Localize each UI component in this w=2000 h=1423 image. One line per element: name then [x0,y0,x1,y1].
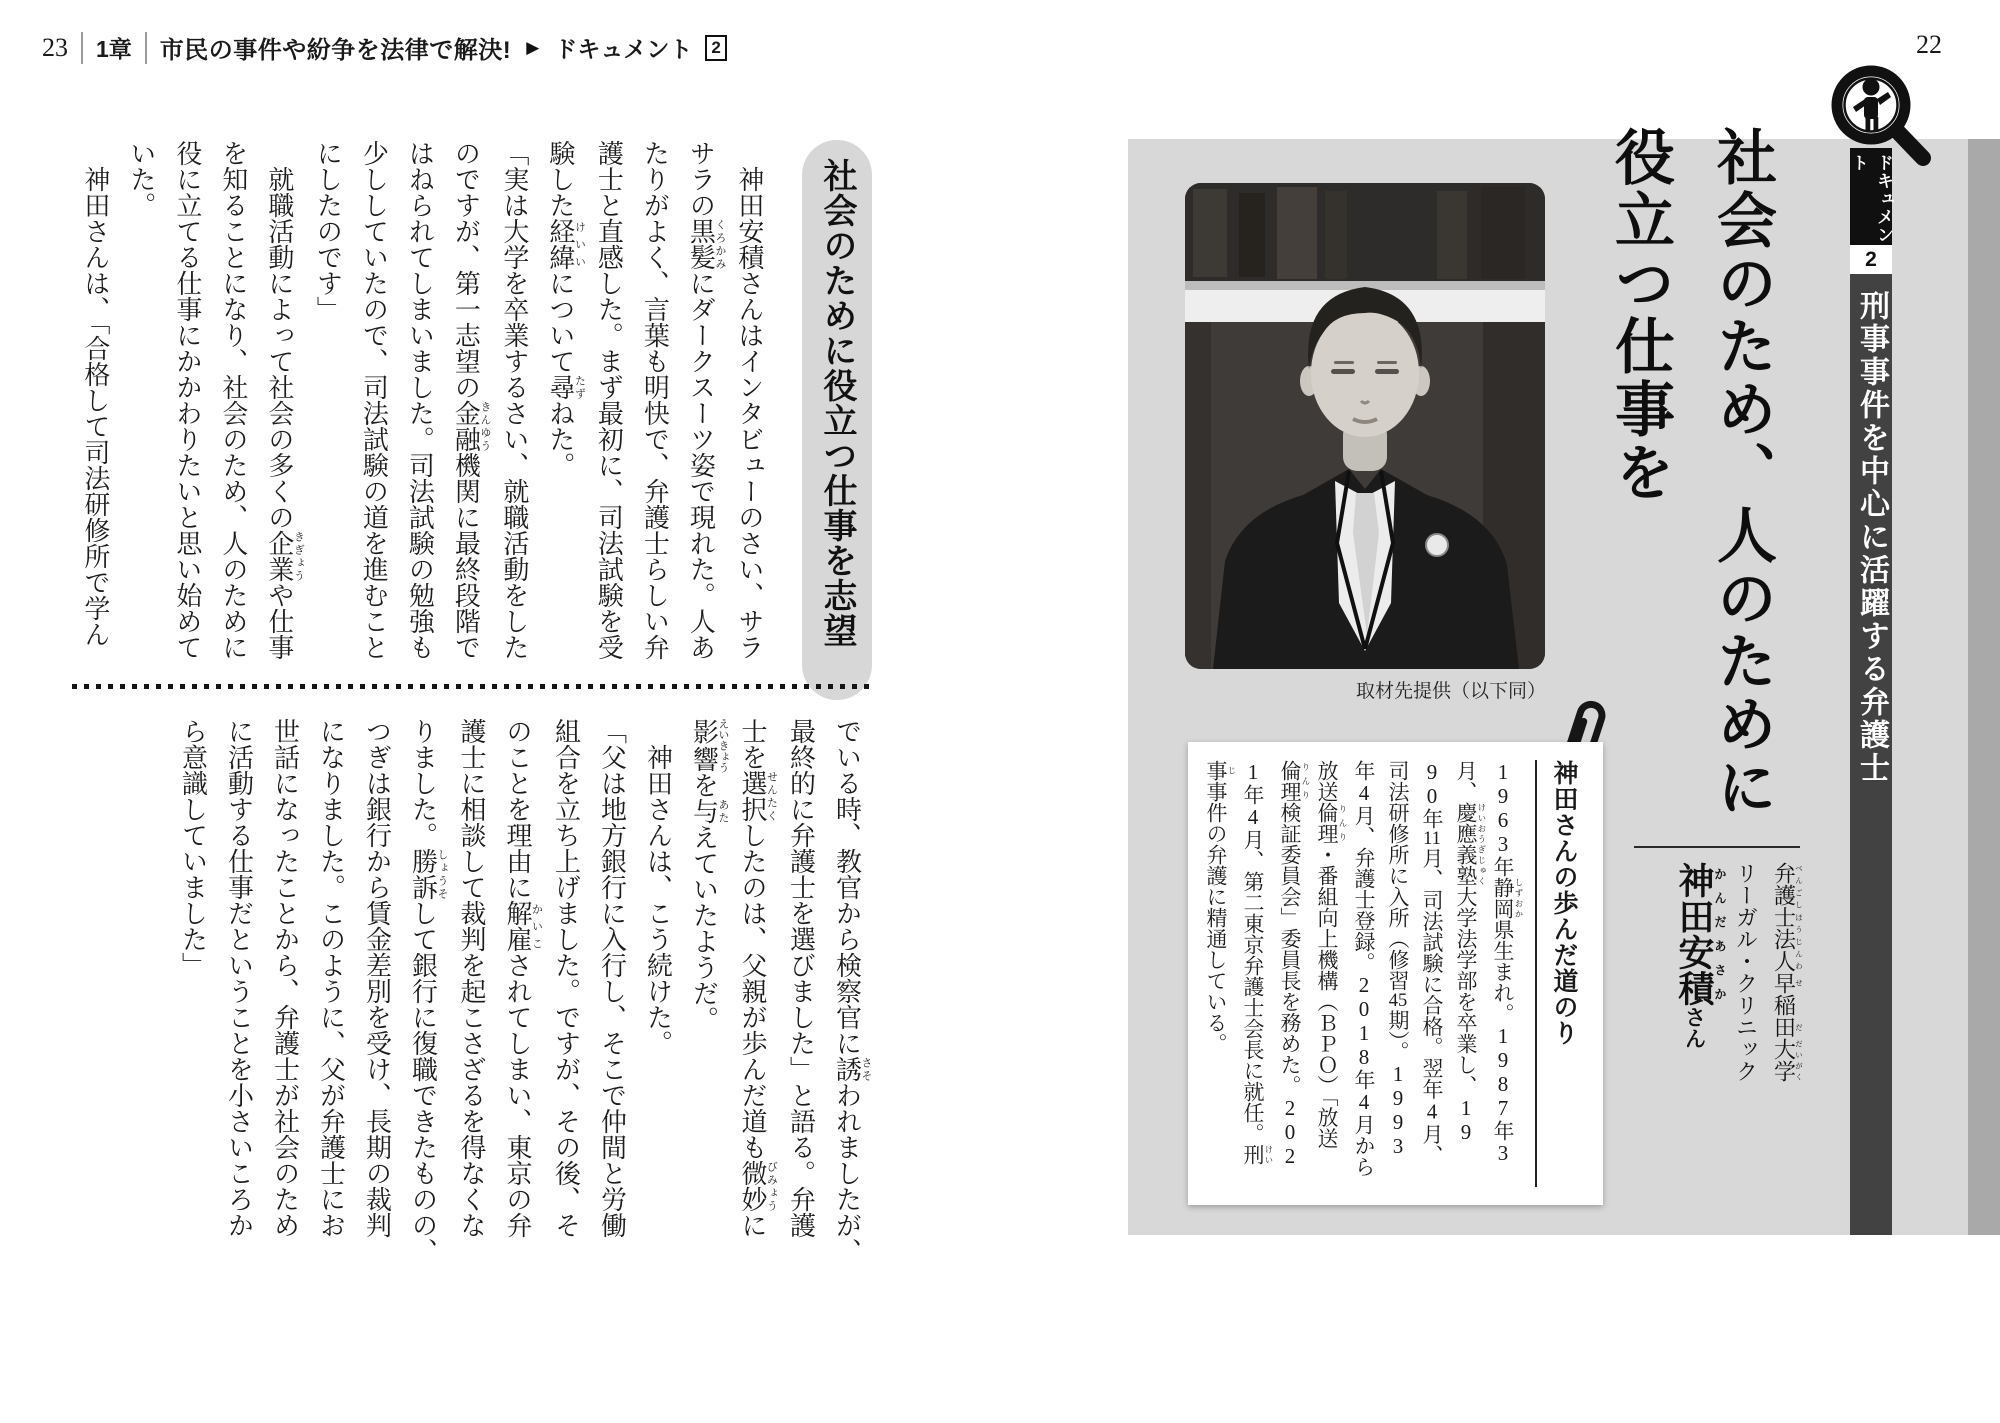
portrait-photo [1185,183,1545,669]
text-column: を知ることになり、社会のため、人のために [218,140,248,660]
page-number-left: 23 [42,32,68,62]
text-column: ら意識していました」 [178,718,208,978]
text-column: 事 じ事件の弁護に精通している。 [1204,760,1236,1054]
text-column: 神田さんは、こう続けた。 [643,718,673,1056]
text-column: 世話になったことから、弁護士が社会のため [270,718,300,1238]
doc-number-box: 2 [705,35,726,61]
text-column: りました。勝訴しょうそして銀行に復職できたものの、 [408,718,448,1264]
chapter-badge: 1章 [96,36,132,62]
text-column: いた。 [126,140,156,218]
dotted-divider [72,684,872,689]
profile-title: 神田さんの歩んだ道のり [1550,760,1578,1046]
text-column: 「実は大学を卒業するさい、就職活動をした [499,140,529,660]
text-column: のですが、第一志望の金融きんゆう機関に最終段階で [451,140,491,660]
magnifier-person-icon [1824,58,1936,176]
text-column: 月、慶應義塾 けいおうぎじゅく大学法学部を卒業し、19 [1454,760,1486,1144]
text-column: 「父は地方銀行に入行し、そこで仲間と労働 [597,718,627,1238]
profile-divider [1535,760,1537,1187]
text-column: 影響えいきょうを与あたえていたようだ。 [689,718,729,1032]
side-banner-text: 刑事事件を中心に活躍する弁護士 [1855,290,1888,785]
doc-label: ドキュメント [554,36,693,62]
text-column: 放送倫理 りんり・番組向上機構（ＢＰＯ）「放送 [1315,760,1347,1149]
text-column: つぎは銀行から賃金差別を受け、長期の裁判 [362,718,392,1238]
text-column: に活動する仕事だということを小さいころか [224,718,254,1238]
text-column: のことを理由に解雇かいこされてしまい、東京の弁 [503,718,543,1238]
header-divider [145,32,147,64]
text-column: 護士と直感した。まず最初に、司法試験を受 [594,140,624,660]
text-column: 司法研修所に入所（修習45期）。1993 [1386,760,1410,1158]
text-column: 神田安積さんはインタビューのさい、サラ [734,140,764,660]
byline-affiliation-1: 弁護士法人べんごしほうじんわ早稲田せだ大学だいがく [1771,862,1804,1082]
text-column: 神田さんは、「合格して司法研修所で学ん [80,140,110,647]
header-divider [81,32,83,64]
text-column: サラの黒髪くろかみにダークスーツ姿で現れた。人あ [686,140,726,660]
text-column: 1年4月、第二東京弁護士会長に就任。刑 けい [1241,760,1273,1165]
profile-body [1199,760,1523,1187]
text-column: はねられてしまいました。司法試験の勉強も [405,140,435,660]
doc-banner-number: 2 [1850,245,1892,274]
page-edge-strip [1968,139,2000,1235]
section-heading-pill: 社会のために役立つ仕事を志望 [802,140,872,700]
profile-inner [1204,760,1583,1187]
byline [1628,862,1803,1172]
text-column: にしたのです」 [313,140,343,322]
text-column: 士を選択せんたくしたのは、父親が歩んだ道も微妙びみょうに [738,718,778,1238]
left-page-header [42,30,727,65]
text-column: 験した経緯けいいについて尋たずねた。 [545,140,586,478]
text-column: 最終的に弁護士を選びました」と語る。弁護 [786,718,816,1238]
byline-rule [1634,846,1800,848]
text-column: たりがよく、言葉も明快で、弁護士らしい弁 [640,140,670,660]
text-column: 1963年静岡 しずおか県生まれ。1987年3 [1491,760,1523,1165]
byline-name: 神田かんだ安積あさかさん [1674,862,1727,1050]
triangle-icon: ▶ [526,37,540,57]
page-number-right: 22 [1916,30,1942,59]
text-column: 組合を立ち上げました。ですが、その後、そ [551,718,581,1238]
article-upper-block [72,140,872,700]
chapter-title: 市民の事件や紛争を法律で解決! [159,37,512,64]
text-column: 少ししていたので、司法試験の道を進むこと [359,140,389,660]
text-column: 役立つ仕事を [1607,126,1674,504]
doc-banner-label: ドキュメント [1849,154,1893,244]
text-column: になりました。このように、父が弁護士にお [316,718,346,1238]
side-banner [1850,274,1892,1235]
text-column: 倫理 りんり検証委員会」委員長を務めた。202 [1278,760,1310,1168]
text-column: 年4月、弁護士登録。2018年4月から [1352,760,1376,1177]
article-upper-columns [72,140,772,700]
text-column: でいる時、教官から検察官に誘さそわれましたが、 [832,718,872,1264]
text-column: 役に立てる仕事にかかわりたいと思い始めて [172,140,202,660]
photo-caption: 取材先提供（以下同） [1355,681,1546,702]
text-column: 就職活動によって社会の多くの企業きぎょうや仕事 [264,140,305,660]
article-lower-block [72,718,872,1278]
text-column: 90年11月、司法試験に合格。翌年4月、 [1420,760,1444,1166]
byline-affiliation-2: リーガル・クリニック [1733,862,1759,1082]
article-lower-columns [170,718,873,1278]
text-column: 社会のため、人のために [1709,126,1776,819]
text-column: 護士に相談して裁判を起こさざるを得なくな [457,718,486,1238]
profile-box [1188,742,1603,1205]
